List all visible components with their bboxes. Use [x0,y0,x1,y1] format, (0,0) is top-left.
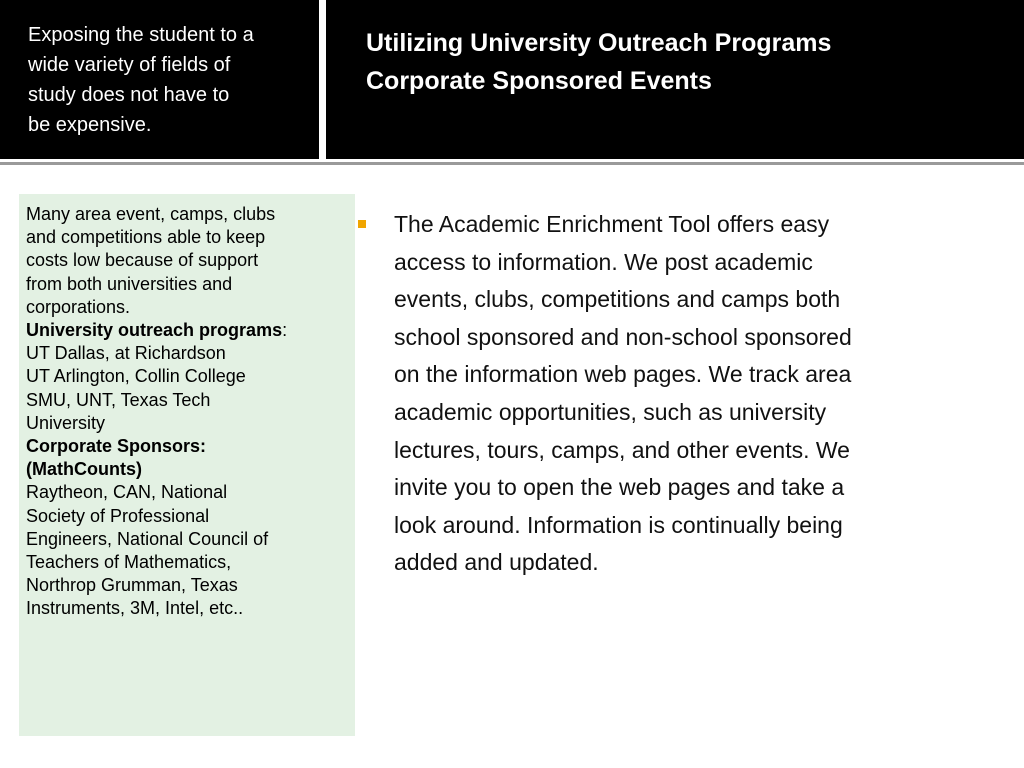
sidebar-intro-line: costs low because of support [26,250,259,271]
title-line: Utilizing University Outreach Programs [366,29,832,57]
main-bullet-text [394,206,1004,582]
sponsor-line: Northrop Grumman, Texas [26,575,238,596]
title-line: Corporate Sponsored Events [366,67,712,95]
sponsors-subheading: (MathCounts) [26,459,142,480]
outreach-line: University [26,412,106,433]
main-line: added and updated. [394,549,599,576]
outreach-colon: : [282,320,288,341]
main-line: access to information. We post academic [394,248,813,275]
header-left-panel [0,0,319,159]
sponsor-line: Society of Professional [26,505,210,526]
main-line: events, clubs, competitions and camps both [394,286,841,313]
outreach-heading: University outreach programs [26,320,283,341]
sponsor-line: Teachers of Mathematics, [26,552,232,573]
subtitle-line: study does not have to [28,84,230,106]
subtitle-line: wide variety of fields of [28,54,231,76]
outreach-line: UT Dallas, at Richardson [26,343,226,364]
main-line: invite you to open the web pages and take a [394,474,845,501]
sponsor-line: Raytheon, CAN, National [26,482,228,503]
header-divider [0,162,1024,165]
bullet-square-icon [358,220,366,228]
outreach-line: SMU, UNT, Texas Tech [26,389,211,410]
sidebar-intro-line: from both universities and [26,273,233,294]
sponsor-line: Instruments, 3M, Intel, etc.. [26,598,244,619]
main-line: The Academic Enrichment Tool offers easy [394,211,830,237]
outreach-heading-row [26,319,349,342]
sidebar-intro-line: and competitions able to keep [26,227,266,248]
sidebar-panel [19,194,355,736]
subtitle-line: Exposing the student to a [28,24,254,46]
main-line: school sponsored and non-school sponsored [394,323,852,350]
header-right-panel [326,0,1024,159]
main-line: lectures, tours, camps, and other events. We [394,436,850,463]
outreach-line: UT Arlington, Collin College [26,366,246,387]
main-line: academic opportunities, such as university [394,398,827,425]
sponsors-heading: Corporate Sponsors: [26,436,207,457]
sidebar-intro-line: Many area event, camps, clubs [26,204,276,224]
slide-subtitle [28,20,313,140]
subtitle-line: be expensive. [28,114,152,136]
main-line: look around. Information is continually being [394,511,843,538]
sponsor-line: Engineers, National Council of [26,528,269,549]
slide-title [366,24,1016,100]
main-line: on the information web pages. We track area [394,361,852,388]
sidebar-intro-line: corporations. [26,296,131,317]
